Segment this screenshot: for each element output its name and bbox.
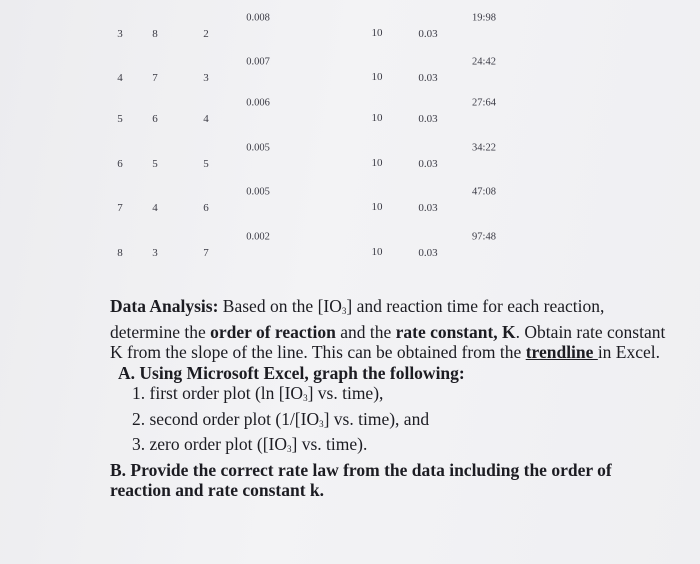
volume-b-cell: 4 xyxy=(203,113,209,125)
reaction-time-cell: 97:48 xyxy=(472,231,496,243)
analysis-paragraph xyxy=(110,296,670,363)
trial-number-cell: 4 xyxy=(117,72,123,84)
volume-a-cell: 3 xyxy=(152,247,158,259)
analysis-text: ] and reaction time for each reaction, determine the xyxy=(110,296,605,342)
data-analysis-section xyxy=(110,296,670,501)
analysis-text: in Excel. xyxy=(597,342,661,362)
volume-cell: 10 xyxy=(371,112,383,124)
molarity-cell: 0.03 xyxy=(418,202,438,214)
molarity-cell: 0.03 xyxy=(418,158,438,170)
reaction-time-cell: 27:64 xyxy=(472,97,496,109)
subscript: 3 xyxy=(303,393,308,403)
volume-b-cell: 7 xyxy=(203,247,209,259)
item-text: ] vs. time). xyxy=(291,434,368,454)
part-a-heading: A. Using Microsoft Excel, graph the following: xyxy=(118,362,465,383)
trial-number-cell: 6 xyxy=(117,158,123,170)
part-b-heading: B. Provide the correct rate law from the data including the order of reaction and rate constant k. xyxy=(110,459,612,500)
concentration-cell: 0.005 xyxy=(246,142,270,154)
volume-cell: 10 xyxy=(371,201,383,213)
concentration-cell: 0.008 xyxy=(246,12,270,24)
concentration-cell: 0.006 xyxy=(246,97,270,109)
volume-a-cell: 5 xyxy=(152,158,158,170)
concentration-cell: 0.005 xyxy=(246,186,270,198)
concentration-cell: 0.007 xyxy=(246,56,270,68)
reaction-time-cell: 24:42 xyxy=(472,56,496,68)
volume-cell: 10 xyxy=(371,246,383,258)
volume-a-cell: 8 xyxy=(152,28,158,40)
trial-number-cell: 5 xyxy=(117,113,123,125)
volume-b-cell: 2 xyxy=(203,28,209,40)
trial-number-cell: 8 xyxy=(117,247,123,259)
volume-cell: 10 xyxy=(371,157,383,169)
volume-cell: 10 xyxy=(371,71,383,83)
item-text: ] vs. time), and xyxy=(323,408,430,429)
volume-b-cell: 3 xyxy=(203,72,209,84)
trendline-term: trendline xyxy=(525,342,598,362)
reaction-time-cell: 47:08 xyxy=(472,186,496,198)
item-text: 3. zero order plot ([IO xyxy=(132,434,288,454)
molarity-cell: 0.03 xyxy=(418,113,438,125)
trial-number-cell: 7 xyxy=(117,202,123,214)
molarity-cell: 0.03 xyxy=(418,247,438,259)
plot-item-3 xyxy=(110,434,670,460)
reaction-time-cell: 34:22 xyxy=(472,142,496,154)
item-text: 2. second order plot (1/[IO xyxy=(132,408,320,429)
volume-a-cell: 6 xyxy=(152,113,158,125)
molarity-cell: 0.03 xyxy=(418,28,438,40)
analysis-text: and the xyxy=(335,321,396,342)
analysis-text: Based on the [IO xyxy=(218,296,342,316)
volume-b-cell: 5 xyxy=(203,158,209,170)
volume-b-cell: 6 xyxy=(203,202,209,214)
subscript: 3 xyxy=(287,444,292,454)
trial-number-cell: 3 xyxy=(117,28,123,40)
molarity-cell: 0.03 xyxy=(418,72,438,84)
concentration-cell: 0.002 xyxy=(246,231,270,243)
subscript: 3 xyxy=(341,306,347,316)
analysis-lead: Data Analysis: xyxy=(110,296,219,316)
plot-item-1 xyxy=(110,383,670,409)
volume-cell: 10 xyxy=(371,27,383,39)
order-of-reaction-term: order of reaction xyxy=(210,321,336,342)
item-text: ] vs. time), xyxy=(307,383,384,403)
plot-item-2 xyxy=(110,409,670,435)
volume-a-cell: 4 xyxy=(152,202,158,214)
reaction-time-cell: 19:98 xyxy=(472,12,496,24)
item-text: 1. first order plot (ln [IO xyxy=(132,383,304,403)
volume-a-cell: 7 xyxy=(152,72,158,84)
analysis-text: . Obtain rate constant K from the slope of the line. This can be obtained from the xyxy=(110,321,666,362)
subscript: 3 xyxy=(319,418,324,429)
rate-constant-term: rate constant, K xyxy=(395,321,516,342)
